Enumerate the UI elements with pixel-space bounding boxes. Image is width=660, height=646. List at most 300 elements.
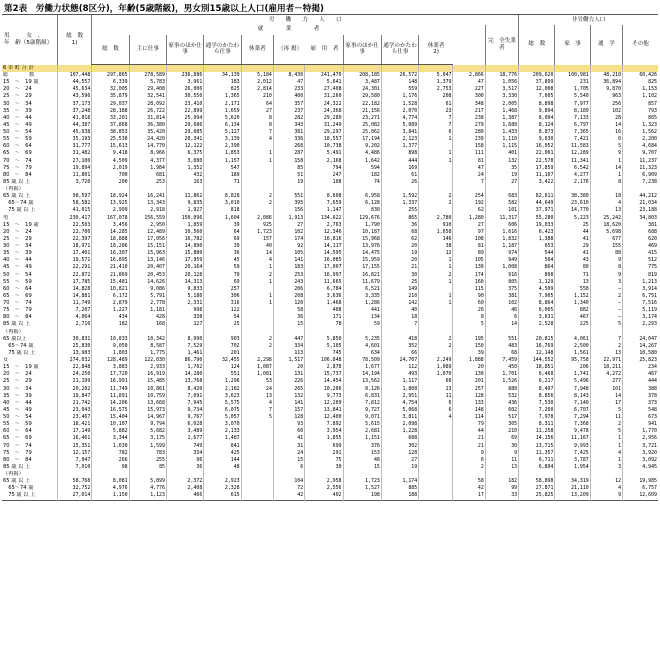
table-cell: [419, 421, 453, 428]
table-cell: [241, 485, 273, 492]
table-cell: 1,152: [555, 293, 590, 300]
table-cell: 24: [273, 450, 304, 457]
table-cell: 237: [273, 108, 304, 115]
table-cell: 21,110: [555, 485, 590, 492]
table-cell: 1,147: [305, 207, 343, 214]
table-cell: 1,115: [485, 143, 518, 150]
table-cell: 2,950: [129, 222, 166, 229]
table-row: [2, 243, 658, 250]
table-cell: 7,140: [555, 400, 590, 407]
table-cell: 2,019: [92, 165, 129, 172]
table-cell: 7: [590, 336, 622, 343]
table-cell: 745: [305, 350, 343, 357]
table-cell: 29,580: [343, 93, 381, 100]
table-cell: 95,758: [555, 357, 590, 364]
table-cell: 45,634: [58, 86, 92, 93]
table-cell: [419, 286, 453, 293]
table-cell: –: [590, 314, 622, 321]
table-cell: 8,856: [519, 393, 555, 400]
table-cell: 444: [623, 378, 658, 385]
table-row: [2, 407, 658, 414]
table-cell: 90: [453, 293, 485, 300]
table-cell: 182: [485, 478, 518, 485]
table-cell: 163: [166, 179, 203, 186]
table-cell: 483: [485, 343, 518, 350]
table-cell: 41,818: [58, 115, 92, 122]
table-cell: 18,211: [590, 364, 622, 371]
table-cell: 42: [453, 485, 485, 492]
table-row: [2, 443, 658, 450]
table-cell: 818: [204, 207, 241, 214]
table-cell: 5,682: [129, 428, 166, 435]
table-cell: 25,994: [166, 115, 203, 122]
table-cell: 12: [419, 250, 453, 257]
table-cell: 21,742: [58, 400, 92, 407]
table-cell: [273, 471, 304, 478]
table-cell: 236,886: [166, 72, 203, 79]
other-header: その他: [623, 25, 658, 65]
table-cell: 14,595: [305, 250, 343, 257]
table-cell: 20,202: [58, 386, 92, 393]
table-cell: 238: [453, 115, 485, 122]
table-cell: 425: [204, 450, 241, 457]
table-cell: 92: [273, 243, 304, 250]
table-cell: 2,331: [166, 300, 203, 307]
table-cell: 243: [273, 279, 304, 286]
table-cell: 1,286: [343, 300, 381, 307]
row-label: 65～74 歳: [3, 342, 34, 349]
table-cell: 22,578: [519, 158, 555, 165]
table-cell: 2,298: [241, 357, 273, 364]
table-row: [2, 179, 658, 186]
table-cell: [241, 186, 273, 193]
table-cell: 8,898: [519, 101, 555, 108]
table-cell: [623, 471, 658, 478]
table-cell: 857: [623, 101, 658, 108]
table-cell: 2,958: [305, 478, 343, 485]
table-cell: 58,768: [58, 478, 92, 485]
table-cell: 12: [590, 478, 622, 485]
table-cell: 677: [590, 236, 622, 243]
table-cell: 29,037: [92, 101, 129, 108]
table-cell: 702: [204, 343, 241, 350]
table-cell: 12,122: [166, 143, 203, 150]
table-cell: [343, 186, 381, 193]
table-cell: 81: [453, 243, 485, 250]
table-cell: 2: [590, 343, 622, 350]
labor-force-table: [2, 14, 658, 501]
table-cell: 3,954: [305, 428, 343, 435]
table-cell: 5: [241, 414, 273, 421]
table-cell: 11,749: [92, 386, 129, 393]
table-cell: 226: [273, 378, 304, 385]
table-cell: 18,421: [58, 421, 92, 428]
table-cell: [419, 443, 453, 450]
table-cell: 1,604: [204, 215, 241, 222]
table-cell: 198: [343, 492, 381, 500]
table-row: [2, 272, 658, 279]
table-cell: 47: [273, 79, 304, 86]
table-cell: 11,749: [58, 300, 92, 307]
table-row: [2, 129, 658, 136]
table-cell: 9,833: [166, 286, 203, 293]
table-cell: [453, 329, 485, 336]
table-cell: 7,421: [555, 136, 590, 143]
table-cell: 24,322: [305, 101, 343, 108]
table-cell: 274,032: [58, 357, 92, 364]
table-cell: 18,924: [92, 193, 129, 200]
table-cell: [419, 179, 453, 186]
table-cell: 51: [273, 172, 304, 179]
table-cell: [555, 471, 590, 478]
table-cell: 2,879: [92, 300, 129, 307]
table-cell: 29,686: [166, 122, 203, 129]
table-cell: 27: [381, 457, 418, 464]
table-cell: 1,153: [623, 86, 658, 93]
table-cell: [166, 329, 203, 336]
table-cell: 401: [485, 150, 518, 157]
table-cell: 27: [485, 179, 518, 186]
table-cell: 1,616: [485, 229, 518, 236]
table-cell: 1,527: [343, 485, 381, 492]
table-cell: 158: [273, 158, 304, 165]
table-cell: [419, 435, 453, 442]
table-cell: 5,105: [305, 343, 343, 350]
table-cell: 7: [453, 179, 485, 186]
table-cell: 41: [555, 236, 590, 243]
table-cell: 3,456: [92, 222, 129, 229]
table-cell: 18,776: [485, 72, 518, 79]
table-cell: 7,530: [519, 400, 555, 407]
table-cell: 4: [419, 414, 453, 421]
table-cell: 27,408: [305, 86, 343, 93]
table-cell: 819: [623, 272, 658, 279]
table-cell: 182: [92, 321, 129, 328]
row-label: 40 ～ 44: [3, 257, 32, 264]
table-cell: 1: [419, 158, 453, 165]
table-cell: 134: [343, 314, 381, 321]
table-cell: 12,346: [305, 229, 343, 236]
table-cell: 14,626: [129, 279, 166, 286]
table-cell: [419, 464, 453, 471]
table-cell: 167,078: [92, 215, 129, 222]
table-cell: 681: [129, 172, 166, 179]
table-cell: 941: [623, 421, 658, 428]
row-label: 75 ～ 79: [3, 164, 32, 171]
table-cell: [419, 329, 453, 336]
table-cell: 998: [166, 307, 203, 314]
table-cell: 53: [241, 378, 273, 385]
table-cell: 14,117: [305, 243, 343, 250]
table-cell: 2,070: [381, 108, 418, 115]
table-cell: 12,157: [58, 450, 92, 457]
table-cell: 17,859: [519, 165, 555, 172]
table-cell: 402: [305, 492, 343, 500]
table-cell: 6,468: [519, 371, 555, 378]
table-cell: [241, 443, 273, 450]
table-cell: 6: [419, 407, 453, 414]
table-cell: 888: [485, 386, 518, 393]
row-label: 55 ～ 59: [3, 136, 32, 143]
table-cell: 602: [485, 407, 518, 414]
table-cell: 48: [204, 464, 241, 471]
table-cell: 183: [273, 264, 304, 271]
table-cell: 9,727: [343, 407, 381, 414]
table-cell: 134,622: [305, 215, 343, 222]
table-row: [2, 307, 658, 314]
table-cell: 2,923: [204, 478, 241, 485]
table-cell: 1,770: [623, 428, 658, 435]
table-cell: 18,851: [519, 364, 555, 371]
table-cell: 233: [273, 86, 304, 93]
table-cell: 16,769: [519, 343, 555, 350]
table-cell: 10,107: [92, 421, 129, 428]
table-cell: 5,575: [204, 400, 241, 407]
table-cell: 35,193: [58, 136, 92, 143]
table-cell: 64: [241, 101, 273, 108]
table-cell: 6,075: [204, 407, 241, 414]
table-cell: 20: [273, 364, 304, 371]
table-cell: 21,410: [92, 264, 129, 271]
table-cell: 4,976: [92, 485, 129, 492]
table-cell: 88: [590, 250, 622, 257]
table-cell: 3,517: [485, 86, 518, 93]
table-cell: 6,784: [305, 286, 343, 293]
table-cell: 2,780: [419, 215, 453, 222]
table-cell: 101: [590, 386, 622, 393]
table-cell: 1,855: [305, 435, 343, 442]
table-cell: 305: [485, 421, 518, 428]
table-cell: 606: [485, 222, 518, 229]
table-cell: 5,882: [92, 428, 129, 435]
table-cell: 783: [129, 450, 166, 457]
table-cell: 157: [273, 407, 304, 414]
table-cell: 22,397: [58, 236, 92, 243]
table-cell: 9,993: [555, 443, 590, 450]
table-row: [2, 193, 658, 200]
table-cell: 10,560: [166, 229, 203, 236]
table-cell: 30: [381, 272, 418, 279]
table-cell: 14,285: [92, 229, 129, 236]
table-cell: [58, 471, 92, 478]
table-cell: 58,898: [519, 478, 555, 485]
table-cell: 688: [623, 229, 658, 236]
table-cell: 2,681: [343, 428, 381, 435]
table-cell: 155: [590, 243, 622, 250]
table-cell: 15: [343, 464, 381, 471]
table-cell: 13,668: [129, 400, 166, 407]
row-label: 25 ～ 29: [3, 93, 32, 100]
table-cell: 4,277: [555, 172, 590, 179]
table-cell: 128: [381, 450, 418, 457]
table-cell: 428: [129, 314, 166, 321]
table-cell: 6,958: [343, 193, 381, 200]
table-cell: 11,258: [519, 428, 555, 435]
table-cell: 169: [381, 165, 418, 172]
table-cell: 551: [485, 336, 518, 343]
table-cell: 25,242: [590, 215, 622, 222]
table-cell: 23,043: [58, 407, 92, 414]
row-label: 25 ～ 29: [3, 378, 32, 385]
table-cell: 1: [241, 264, 273, 271]
table-cell: [343, 471, 381, 478]
table-cell: 1,337: [381, 200, 418, 207]
table-cell: [453, 186, 485, 193]
table-cell: 2,182: [204, 386, 241, 393]
table-cell: [590, 471, 622, 478]
table-cell: 469: [623, 243, 658, 250]
row-label: 70 ～ 74: [3, 300, 32, 307]
table-cell: 5,496: [555, 378, 590, 385]
table-row: [2, 321, 658, 328]
table-cell: 9,894: [519, 108, 555, 115]
table-cell: 208,185: [343, 72, 381, 79]
table-cell: 2,918: [129, 207, 166, 214]
table-cell: [305, 186, 343, 193]
table-cell: 99: [485, 485, 518, 492]
table-cell: 2,710: [58, 321, 92, 328]
table-cell: 30: [305, 464, 343, 471]
table-cell: [166, 186, 203, 193]
table-cell: 1,227: [92, 307, 129, 314]
row-label: 65 ～ 69: [3, 292, 32, 299]
table-cell: 5: [453, 321, 485, 328]
table-cell: 2: [241, 200, 273, 207]
table-cell: 1: [241, 293, 273, 300]
table-cell: 18,620: [590, 222, 622, 229]
table-cell: 69: [204, 236, 241, 243]
table-row: [2, 186, 658, 193]
table-cell: 8: [241, 115, 273, 122]
table-cell: 825: [623, 79, 658, 86]
table-cell: 594: [343, 165, 381, 172]
table-cell: 15,485: [129, 378, 166, 385]
table-cell: 974: [485, 250, 518, 257]
table-cell: 7,425: [555, 450, 590, 457]
table-cell: 20,815: [519, 336, 555, 343]
table-row: [2, 485, 658, 492]
table-cell: 3,720: [58, 179, 92, 186]
table-cell: 548: [623, 407, 658, 414]
table-cell: 19: [381, 464, 418, 471]
table-cell: 36: [166, 464, 203, 471]
table-cell: 69: [204, 279, 241, 286]
table-cell: 1,129: [519, 279, 555, 286]
table-cell: 4,509: [519, 286, 555, 293]
table-cell: 46: [485, 307, 518, 314]
table-cell: 7,945: [166, 400, 203, 407]
table-cell: 8,081: [92, 478, 129, 485]
table-cell: 6,894: [519, 464, 555, 471]
table-cell: [590, 186, 622, 193]
table-row: [2, 264, 658, 271]
row-label: 70 ～ 74: [3, 157, 32, 164]
table-cell: 14: [590, 393, 622, 400]
table-cell: 257: [204, 286, 241, 293]
table-row: [2, 136, 658, 143]
table-cell: 168: [129, 321, 166, 328]
table-cell: 28,092: [129, 101, 166, 108]
table-cell: 1,174: [381, 478, 418, 485]
row-header: [2, 15, 58, 65]
table-cell: 14,881: [58, 293, 92, 300]
table-cell: 408: [305, 307, 343, 314]
table-cell: 17: [453, 492, 485, 500]
table-cell: 48: [343, 457, 381, 464]
table-cell: 3,010: [204, 200, 241, 207]
table-cell: 10,759: [129, 393, 166, 400]
table-cell: 15: [273, 457, 304, 464]
table-cell: [58, 186, 92, 193]
table-cell: 300: [453, 93, 485, 100]
row-label: 20 ～ 24: [3, 228, 32, 235]
table-cell: 31,814: [129, 115, 166, 122]
row-label: 70 ～ 74: [3, 442, 32, 449]
row-label: 35 ～ 39: [3, 107, 32, 114]
table-cell: 42: [273, 492, 304, 500]
table-cell: 6,028: [166, 421, 203, 428]
table-cell: 20,128: [166, 272, 203, 279]
table-cell: 1,150: [92, 492, 129, 500]
table-cell: 7,294: [555, 414, 590, 421]
table-cell: 1,832: [485, 236, 518, 243]
table-cell: 2,763: [305, 222, 343, 229]
table-cell: 75: [305, 457, 343, 464]
table-cell: 27: [241, 108, 273, 115]
table-row: [2, 450, 658, 457]
table-cell: 6,542: [555, 165, 590, 172]
table-row: [2, 371, 658, 378]
table-cell: [419, 450, 453, 457]
table-cell: 3,787: [555, 457, 590, 464]
row-label: 30 ～ 34: [3, 100, 32, 107]
table-cell: 1: [419, 293, 453, 300]
table-cell: 112: [381, 364, 418, 371]
table-cell: 916: [485, 272, 518, 279]
table-cell: 25: [555, 222, 590, 229]
housework-work-header: 家事のほか仕事: [166, 35, 203, 65]
table-cell: 150: [453, 343, 485, 350]
table-cell: 7,905: [519, 293, 555, 300]
table-cell: 60: [453, 300, 485, 307]
table-cell: 38: [419, 243, 453, 250]
table-cell: 2,866: [453, 72, 485, 79]
table-cell: 6,423: [519, 229, 555, 236]
table-cell: 4,061: [555, 336, 590, 343]
table-cell: 5,620: [204, 115, 241, 122]
table-cell: 15,737: [305, 371, 343, 378]
table-cell: 10,738: [305, 143, 343, 150]
table-cell: 8,497: [519, 386, 555, 393]
table-cell: 22,291: [58, 264, 92, 271]
table-cell: 5,223: [555, 215, 590, 222]
table-cell: 7,516: [623, 300, 658, 307]
table-cell: 6: [273, 464, 304, 471]
table-cell: 1,741: [555, 371, 590, 378]
table-cell: 5,615: [343, 421, 381, 428]
table-cell: 20: [381, 257, 418, 264]
table-cell: 257: [453, 386, 485, 393]
table-cell: 6,339: [92, 79, 129, 86]
table-cell: 11,107: [519, 172, 555, 179]
table-cell: 38,380: [555, 193, 590, 200]
table-cell: 210: [381, 293, 418, 300]
table-cell: 59: [204, 264, 241, 271]
table-cell: 144,552: [519, 357, 555, 364]
table-cell: 2,500: [555, 343, 590, 350]
table-cell: 22,971: [590, 357, 622, 364]
table-cell: [485, 186, 518, 193]
